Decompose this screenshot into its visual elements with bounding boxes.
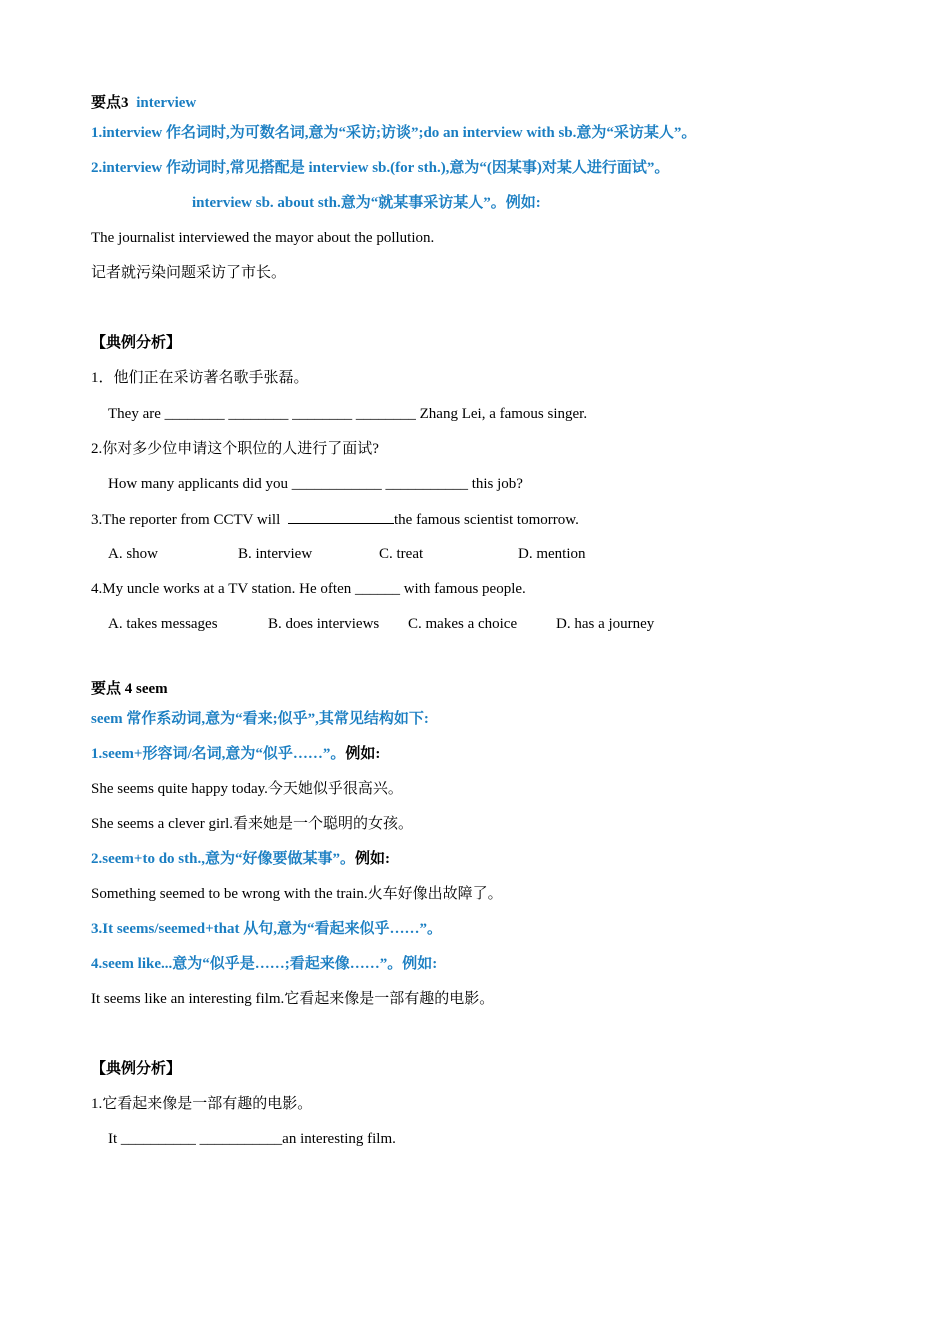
q4-option-c: C. makes a choice — [408, 616, 518, 632]
point3-rule1: 1.interview 作名词时,为可数名词,意为“采访;访谈”;do an interview with sb.意为“采访某人”。 — [91, 125, 697, 141]
point4-rule1 — [91, 744, 380, 764]
point4-ex2: She seems a clever girl.看来她是一个聪明的女孩。 — [91, 816, 414, 832]
q4-option-b: B. does interviews — [268, 616, 380, 632]
analysis1-q3-options — [108, 544, 708, 564]
point4-heading — [91, 679, 168, 699]
analysis1-heading: 【典例分析】 — [91, 335, 182, 351]
analysis1-q1-blank: They are ________ ________ ________ ________ Zhang Lei, a famous singer. — [108, 406, 588, 422]
point3-rule2: 2.interview 作动词时,常见搭配是 interview sb.(for sth.),意为“(因某事)对某人进行面试”。 — [91, 160, 670, 176]
q3-before: 3.The reporter from CCTV will — [91, 512, 281, 528]
analysis1-q2: 2.你对多少位申请这个职位的人进行了面试? — [91, 441, 379, 457]
point3-example-en: The journalist interviewed the mayor about the pollution. — [91, 230, 435, 246]
q3-after: the famous scientist tomorrow. — [394, 512, 579, 528]
point4-title: 4 seem — [124, 681, 168, 697]
q3-blank — [288, 509, 394, 524]
q4-option-a: A. takes messages — [108, 616, 218, 632]
point4-rule3: 3.It seems/seemed+that 从句,意为“看起来似乎……”。 — [91, 921, 443, 937]
analysis1-q4-options — [108, 614, 708, 634]
point3-rule2b: interview sb. about sth.意为“就某事采访某人”。例如: — [192, 195, 541, 211]
analysis1-q4: 4.My uncle works at a TV station. He often ______ with famous people. — [91, 581, 526, 597]
point3-title: interview — [136, 95, 197, 111]
q4-option-d: D. has a journey — [556, 616, 655, 632]
point4-rule1-text: 1.seem+形容词/名词,意为“似乎……”。 — [91, 746, 346, 762]
point4-ex3: Something seemed to be wrong with the train.火车好像出故障了。 — [91, 886, 503, 902]
analysis1-q1: 1．他们正在采访著名歌手张磊。 — [91, 370, 309, 386]
analysis2-q1: 1.它看起来像是一部有趣的电影。 — [91, 1096, 313, 1112]
point4-rule2-text: 2.seem+to do sth.,意为“好像要做某事”。 — [91, 851, 355, 867]
analysis1-q2-blank: How many applicants did you ____________ ___________ this job? — [108, 476, 523, 492]
q3-option-d: D. mention — [518, 546, 586, 562]
point4-rule2 — [91, 849, 390, 869]
point3-example-zh: 记者就污染问题采访了市长。 — [91, 265, 287, 281]
q3-option-a: A. show — [108, 546, 159, 562]
q3-option-b: B. interview — [238, 546, 313, 562]
analysis2-q1-blank: It __________ ___________an interesting film. — [108, 1131, 396, 1147]
point4-ex4: It seems like an interesting film.它看起来像是一部有趣的电影。 — [91, 991, 495, 1007]
point4-rule4: 4.seem like...意为“似乎是……;看起来像……”。例如: — [91, 956, 438, 972]
point4-rule1-tail: 例如: — [345, 746, 381, 762]
analysis1-q3 — [91, 509, 579, 530]
point3-label: 要点3 — [91, 95, 129, 111]
point4-label: 要点 — [91, 681, 122, 697]
analysis2-heading: 【典例分析】 — [91, 1061, 182, 1077]
point4-rule2-tail: 例如: — [354, 851, 390, 867]
q3-option-c: C. treat — [379, 546, 424, 562]
point3-heading — [91, 93, 196, 113]
point4-ex1: She seems quite happy today.今天她似乎很高兴。 — [91, 781, 403, 797]
point4-intro: seem 常作系动词,意为“看来;似乎”,其常见结构如下: — [91, 711, 429, 727]
